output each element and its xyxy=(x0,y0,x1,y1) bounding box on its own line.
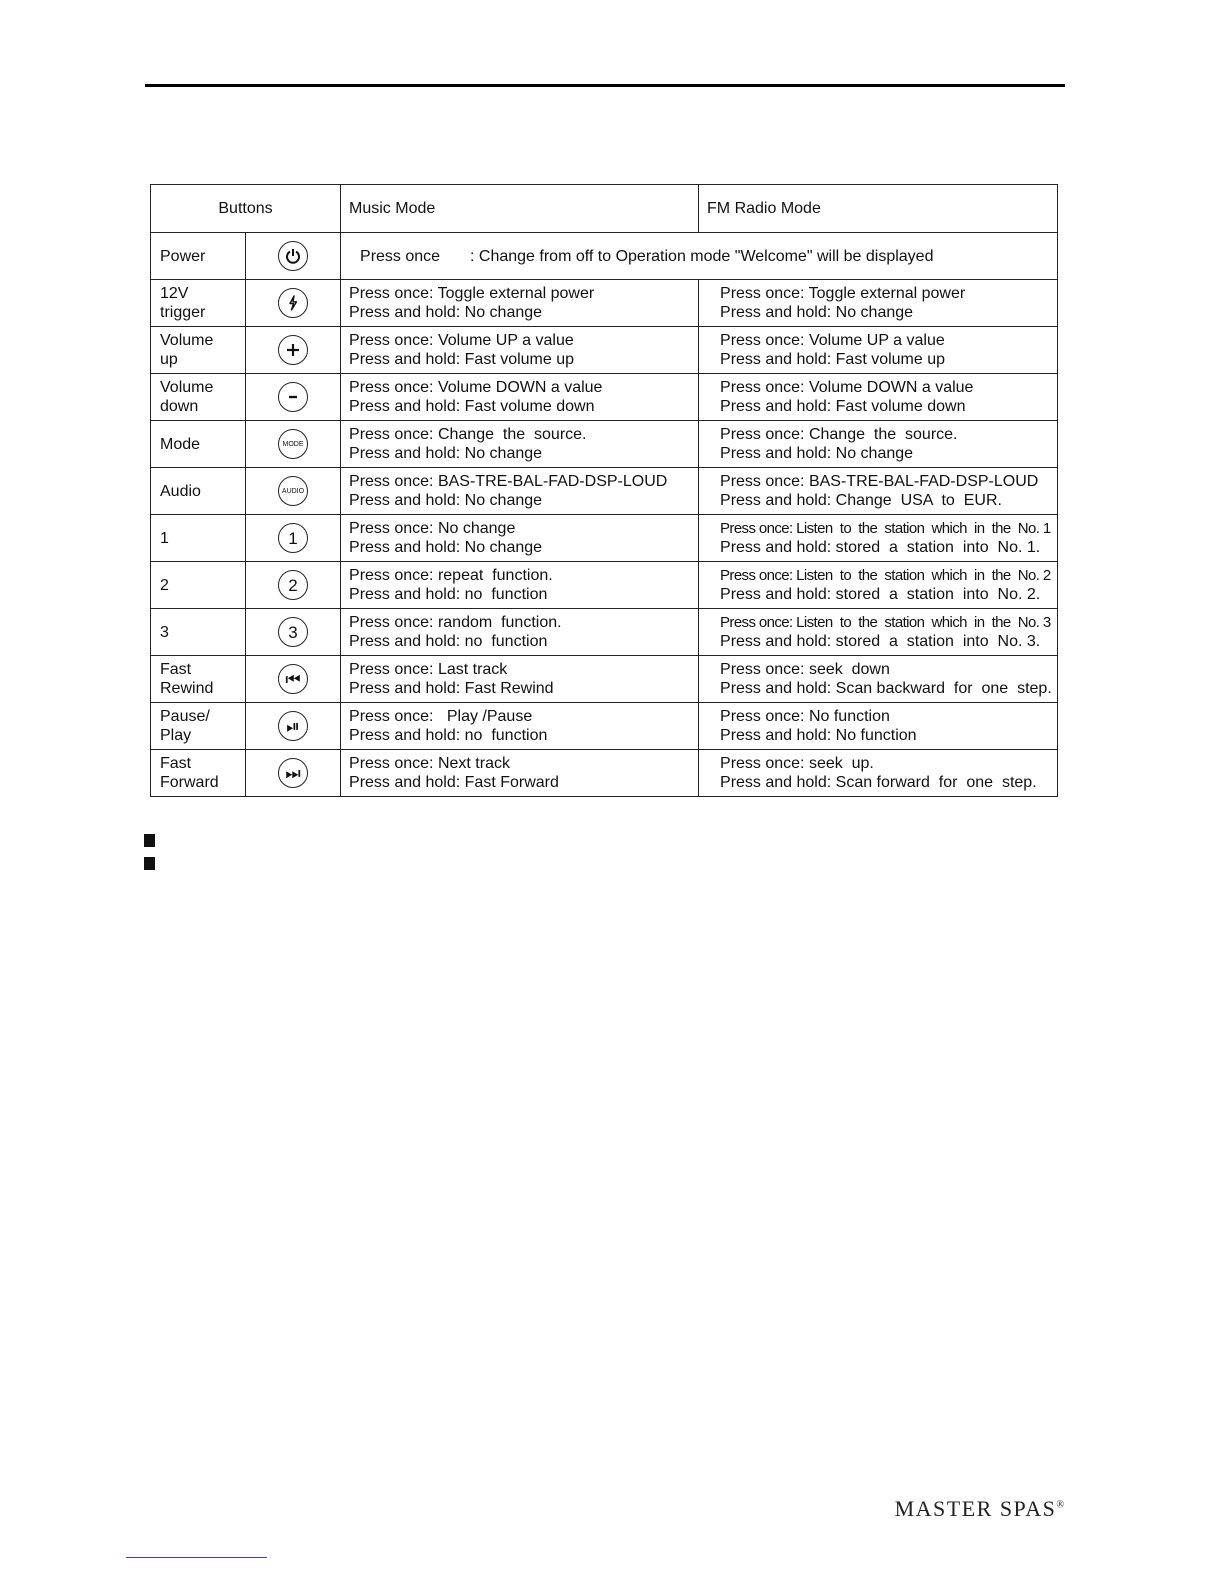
description-line: Press and hold: Fast Rewind xyxy=(349,680,554,697)
description-line: Press once: No function xyxy=(720,708,890,725)
fm-mode-cell xyxy=(699,609,1058,656)
description-line: Press and hold: No change xyxy=(349,304,543,321)
music-mode-cell xyxy=(341,327,699,374)
button-name: Volume up xyxy=(151,327,246,374)
fast-forward-icon: ⏭ xyxy=(278,758,308,788)
table-row xyxy=(151,562,1058,609)
header-music-mode: Music Mode xyxy=(341,185,699,233)
description-line: Press and hold: No change xyxy=(349,539,543,556)
description-line: Press once: Volume UP a value xyxy=(349,332,574,349)
description-line: Press once: Listen to the station which in the No. 1 xyxy=(720,520,1051,537)
description-line: Press and hold: No function xyxy=(720,727,917,744)
table-row xyxy=(151,280,1058,327)
music-mode-cell xyxy=(341,750,699,797)
music-mode-cell xyxy=(341,280,699,327)
button-name: 3 xyxy=(151,609,246,656)
fm-mode-cell xyxy=(699,468,1058,515)
button-name: Pause/ Play xyxy=(151,703,246,750)
description-line: Press and hold: No change xyxy=(349,445,543,462)
table-row-power xyxy=(151,233,1058,280)
button-name: Volume down xyxy=(151,374,246,421)
description-line: Press once: repeat function. xyxy=(349,567,553,584)
fm-mode-cell xyxy=(699,280,1058,327)
button-name: Mode xyxy=(151,421,246,468)
table-row xyxy=(151,750,1058,797)
fm-mode-cell xyxy=(699,703,1058,750)
description-line: Press and hold: Scan forward for one step. xyxy=(720,774,1037,791)
button-name: 1 xyxy=(151,515,246,562)
table-row xyxy=(151,609,1058,656)
brand-logo: MASTER SPAS® xyxy=(894,1496,1064,1521)
number-1-icon: 1 xyxy=(278,523,308,553)
fm-mode-cell xyxy=(699,750,1058,797)
rewind-icon: ⏮ xyxy=(278,664,308,694)
description-line: Press and hold: Fast volume down xyxy=(349,398,595,415)
description-line: Press and hold: Scan backward for one step. xyxy=(720,680,1052,697)
number-2-icon: 2 xyxy=(278,570,308,600)
description-line: Press and hold: no function xyxy=(349,633,548,650)
description-line: Press and hold: Fast Forward xyxy=(349,774,559,791)
play-pause-icon: ⏯ xyxy=(278,711,308,741)
table-row xyxy=(151,421,1058,468)
description-line: Press once: Listen to the station which in the No. 2 xyxy=(720,567,1051,584)
description-line: Press once: Toggle external power xyxy=(720,285,966,302)
fm-mode-cell xyxy=(699,327,1058,374)
description-line: Press and hold: No change xyxy=(720,304,914,321)
description-line: Press once: Play /Pause xyxy=(349,708,533,725)
table-row xyxy=(151,656,1058,703)
description-line: Press and hold: no function xyxy=(349,727,548,744)
description-line: Press once: seek down xyxy=(720,661,890,678)
table-row xyxy=(151,703,1058,750)
plus-icon xyxy=(278,335,308,365)
music-mode-cell xyxy=(341,703,699,750)
description-line: Press once: Toggle external power xyxy=(349,285,595,302)
audio-icon: AUDIO xyxy=(278,476,308,506)
description-line: Press once: Volume DOWN a value xyxy=(349,379,603,396)
description-line: Press and hold: no function xyxy=(349,586,548,603)
music-mode-cell xyxy=(341,562,699,609)
description-line: Press once: seek up. xyxy=(720,755,874,772)
description-line: Press once: Last track xyxy=(349,661,508,678)
lightning-icon xyxy=(278,288,308,318)
music-mode-cell xyxy=(341,515,699,562)
button-name: Audio xyxy=(151,468,246,515)
description-line: Press once: BAS-TRE-BAL-FAD-DSP-LOUD xyxy=(349,473,668,490)
description-line: Press once: Change the source. xyxy=(349,426,587,443)
music-mode-cell xyxy=(341,421,699,468)
music-mode-cell xyxy=(341,609,699,656)
button-function-table xyxy=(150,184,1058,797)
button-name: 2 xyxy=(151,562,246,609)
description-line: Press once: Listen to the station which in the No. 3 xyxy=(720,614,1051,631)
bullet-marker xyxy=(144,857,155,870)
description-line: Press and hold: Fast volume up xyxy=(349,351,575,368)
description-line: Press once: random function. xyxy=(349,614,562,631)
header-buttons: Buttons xyxy=(151,185,341,233)
footer-link-underline xyxy=(126,1557,267,1558)
table-row xyxy=(151,374,1058,421)
description-line: Press and hold: No change xyxy=(349,492,543,509)
number-3-icon: 3 xyxy=(278,617,308,647)
description-line: Press once: Volume DOWN a value xyxy=(720,379,974,396)
button-name: Fast Rewind xyxy=(151,656,246,703)
table-header-row xyxy=(151,185,1058,233)
description-line: Press once: No change xyxy=(349,520,516,537)
description-line: Press and hold: Change USA to EUR. xyxy=(720,492,1002,509)
description-line: Press and hold: Fast volume up xyxy=(720,351,946,368)
fm-mode-cell xyxy=(699,515,1058,562)
music-mode-cell xyxy=(341,468,699,515)
fm-mode-cell xyxy=(699,562,1058,609)
minus-icon xyxy=(278,382,308,412)
description-line: Press and hold: stored a station into No. 3. xyxy=(720,633,1041,650)
table-row xyxy=(151,468,1058,515)
button-name: Power xyxy=(151,233,246,280)
fm-mode-cell xyxy=(699,421,1058,468)
description-line: Press and hold: stored a station into No. 2. xyxy=(720,586,1041,603)
description-line: Press and hold: Fast volume down xyxy=(720,398,966,415)
music-mode-cell xyxy=(341,374,699,421)
table-row xyxy=(151,327,1058,374)
power-icon xyxy=(278,241,308,271)
music-mode-cell xyxy=(341,656,699,703)
fm-mode-cell xyxy=(699,374,1058,421)
description-line: Press and hold: No change xyxy=(720,445,914,462)
table-row xyxy=(151,515,1058,562)
fm-mode-cell xyxy=(699,656,1058,703)
header-rule xyxy=(145,84,1065,87)
description-line: Press and hold: stored a station into No. 1. xyxy=(720,539,1041,556)
button-name: Fast Forward xyxy=(151,750,246,797)
power-description: Press once : Change from off to Operation mode "Welcome" will be displayed xyxy=(341,233,1058,280)
bullet-marker xyxy=(144,834,155,847)
mode-icon: MODE xyxy=(278,429,308,459)
header-fm-radio-mode: FM Radio Mode xyxy=(699,185,1058,233)
description-line: Press once: Next track xyxy=(349,755,510,772)
description-line: Press once: BAS-TRE-BAL-FAD-DSP-LOUD xyxy=(720,473,1039,490)
description-line: Press once: Volume UP a value xyxy=(720,332,945,349)
description-line: Press once: Change the source. xyxy=(720,426,958,443)
button-name: 12V trigger xyxy=(151,280,246,327)
